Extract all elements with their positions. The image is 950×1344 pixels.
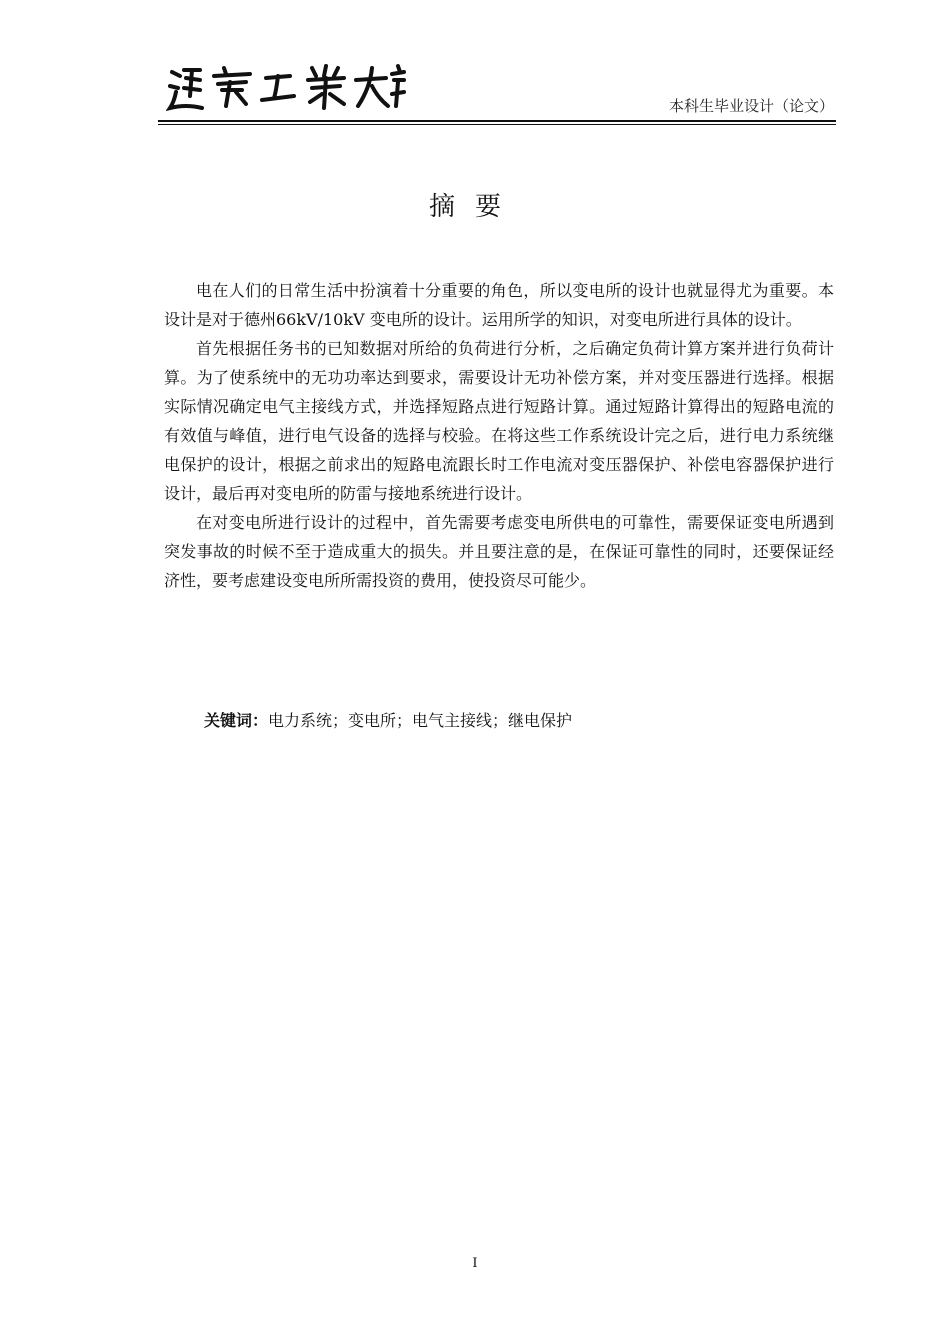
- abstract-body: [164, 276, 834, 595]
- page-number: I: [472, 1256, 478, 1271]
- abstract-paragraph-3: 在对变电所进行设计的过程中，首先需要考虑变电所供电的可靠性，需要保证变电所遇到突发事故的时候不至于造成重大的损失。并且要注意的是，在保证可靠性的同时，还要保证经济性，要考虑建设变电所所需投资的费用，使投资尽可能少。: [164, 513, 834, 590]
- keywords-line: [204, 708, 572, 731]
- calligraphy-logo-icon: [166, 62, 406, 112]
- keywords-value: 电力系统；变电所；电气主接线；继电保护: [268, 711, 573, 730]
- header-label: 本科生毕业设计（论文）: [668, 97, 834, 115]
- keywords-label: 关键词：: [204, 711, 269, 730]
- header-rule-thin: [158, 124, 836, 125]
- university-logo: [166, 62, 406, 112]
- abstract-paragraph-1: 电在人们的日常生活中扮演着十分重要的角色，所以变电所的设计也就显得尤为重要。本设计是对于德州66kV/10kV 变电所的设计。运用所学的知识，对变电所进行具体的设计。: [164, 281, 834, 329]
- page-title: 摘要: [428, 192, 521, 222]
- header-rule-thick: [158, 120, 836, 122]
- abstract-paragraph-2: 首先根据任务书的已知数据对所给的负荷进行分析，之后确定负荷计算方案并进行负荷计算。为了使系统中的无功功率达到要求，需要设计无功补偿方案，并对变压器进行选择。根据实际情况确定电气主接线方式，并选择短路点进行短路计算。通过短路计算得出的短路电流的有效值与峰值，进行电气设备的选择与校验。在将这些工作系统设计完之后，进行电力系统继电保护的设计，根据之前求出的短路电流跟长时工作电流对变压器保护、补偿电容器保护进行设计，最后再对变电所的防雷与接地系统进行设计。: [164, 339, 834, 503]
